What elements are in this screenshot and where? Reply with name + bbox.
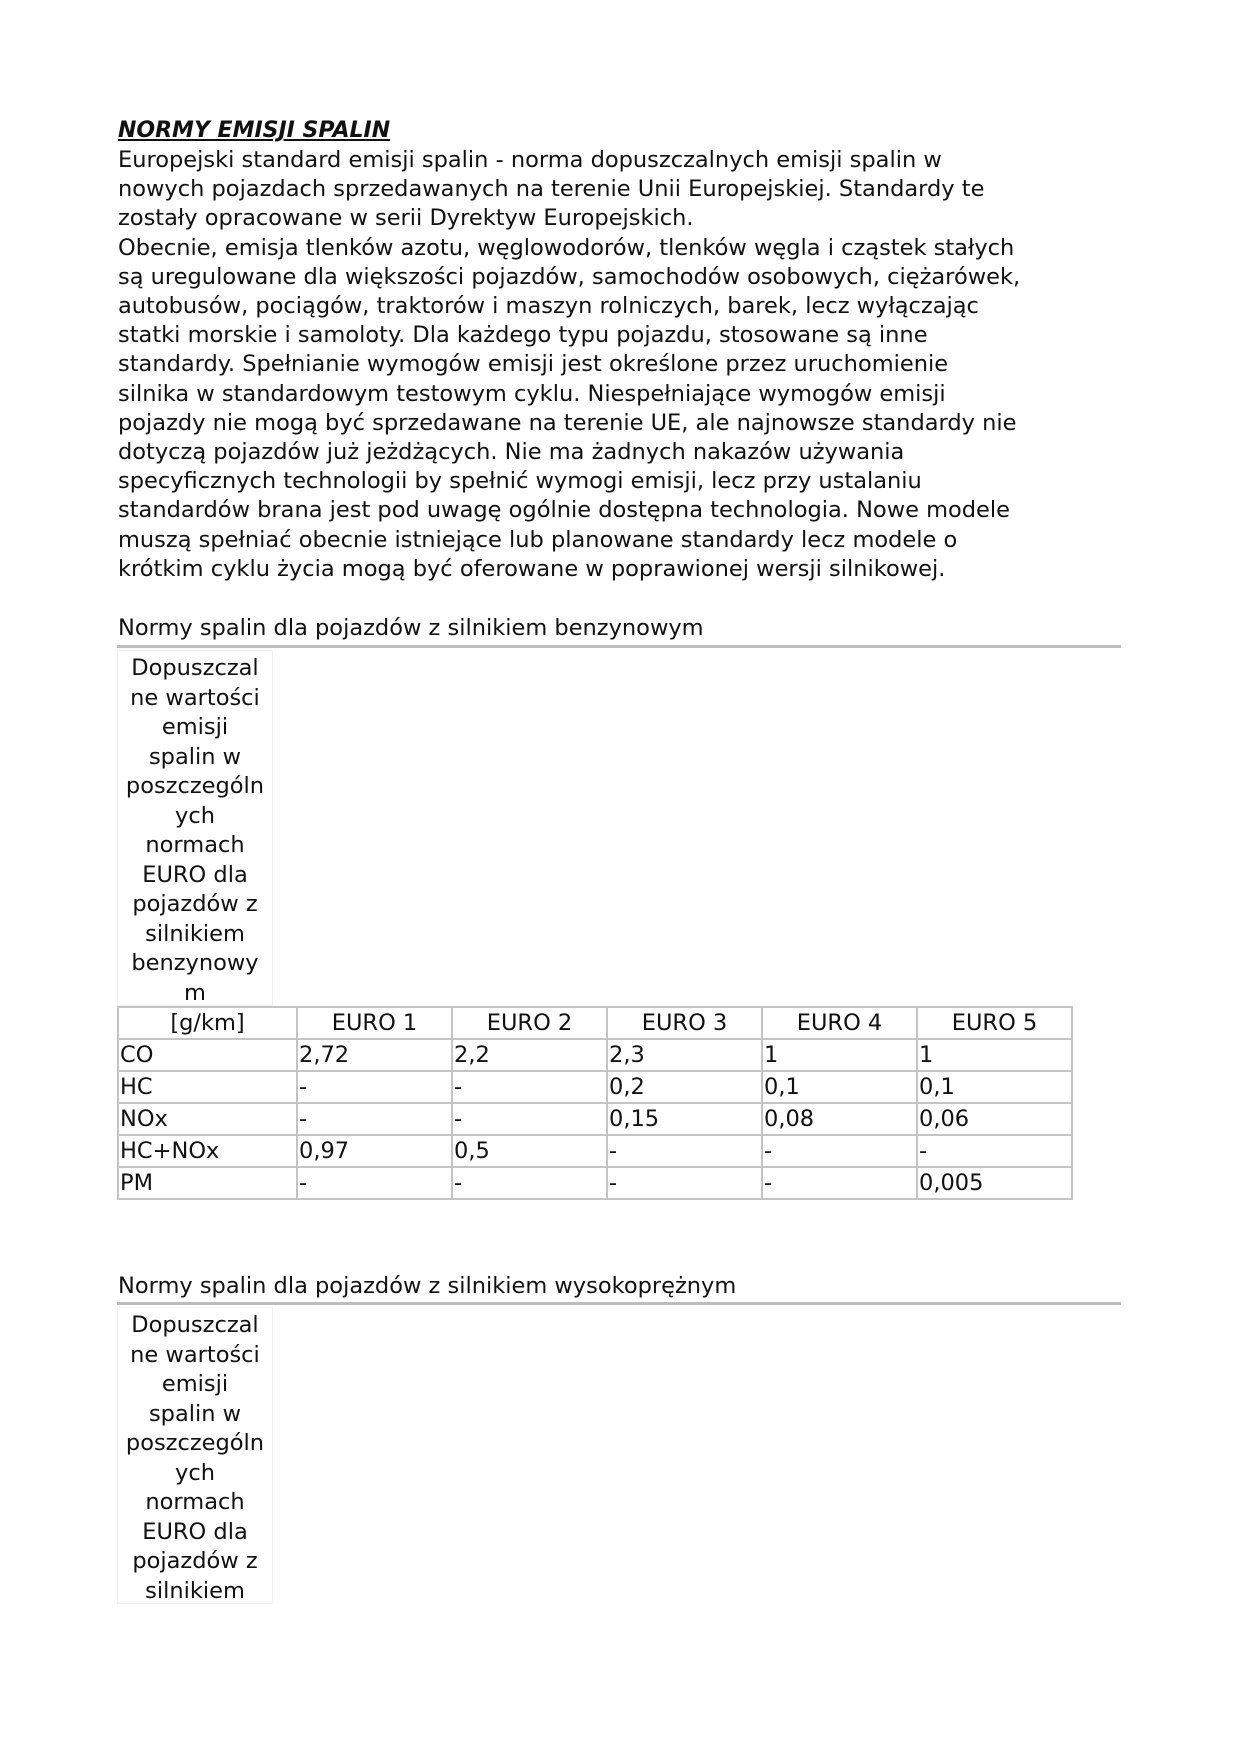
table-cell: 1 [917, 1039, 1072, 1071]
row-label: HC+NOx [118, 1135, 297, 1167]
column-header: EURO 1 [297, 1007, 452, 1039]
diesel-table-caption: Normy spalin dla pojazdów z silnikiem wysokoprężnym [118, 1273, 737, 1299]
table-cell: 0,1 [762, 1071, 917, 1103]
intro-line: specyficznych technologii by spełnić wymogi emisji, lecz przy ustalaniu [118, 468, 922, 495]
intro-line: pojazdy nie mogą być sprzedawane na terenie UE, ale najnowsze standardy nie [118, 409, 1017, 436]
cell-text-line: normach [145, 832, 245, 858]
cell-text-line: pojazdów z [132, 891, 258, 917]
cell-text-line: EURO dla [142, 861, 248, 888]
column-header: EURO 4 [762, 1007, 917, 1039]
cell-text-line: spalin w [148, 1400, 242, 1427]
table-cell: 2,72 [297, 1039, 452, 1071]
table-cell: - [762, 1167, 917, 1199]
table-cell: 0,08 [762, 1103, 917, 1135]
intro-paragraph [118, 146, 1020, 584]
table-cell: - [762, 1135, 917, 1167]
intro-line: standardów brana jest pod uwagę ogólnie dostępna technologia. Nowe modele [118, 497, 1010, 524]
cell-text-line: silnikiem [145, 1577, 245, 1604]
table-cell: 1 [762, 1039, 917, 1071]
intro-line: są uregulowane dla większości pojazdów, samochodów osobowych, ciężarówek, [118, 263, 1021, 290]
table-cell: 0,1 [917, 1071, 1072, 1103]
row-label: PM [118, 1167, 297, 1199]
row-label: HC [118, 1071, 297, 1103]
intro-line: Obecnie, emisja tlenków azotu, węglowodorów, tlenków węgla i cząstek stałych [118, 234, 1015, 261]
table-cell: - [607, 1135, 762, 1167]
column-header: [g/km] [118, 1007, 297, 1039]
row-label: CO [118, 1039, 297, 1071]
intro-line: statki morskie i samoloty. Dla każdego typu pojazdu, stosowane są inne [118, 322, 928, 349]
cell-text-line: ych [175, 802, 215, 829]
table-cell: - [452, 1103, 607, 1135]
cell-text-line: benzynowy [131, 950, 259, 976]
diesel-description-cell [117, 1307, 273, 1604]
cell-text-line: Dopuszczal [131, 1312, 259, 1338]
intro-line: zostały opracowane w serii Dyrektyw Europejskich. [118, 205, 694, 232]
table-cell: 2,3 [607, 1039, 762, 1071]
table-row [118, 1103, 1072, 1135]
table-row [118, 1167, 1072, 1199]
intro-line: autobusów, pociągów, traktorów i maszyn rolniczych, barek, lecz wyłączając [118, 293, 979, 320]
table-row [118, 1135, 1072, 1167]
intro-line: nowych pojazdach sprzedawanych na terenie Unii Europejskiej. Standardy te [118, 176, 985, 203]
table-cell: 2,2 [452, 1039, 607, 1071]
cell-text-line: poszczególn [125, 773, 265, 799]
table-cell: - [607, 1167, 762, 1199]
cell-text-line: poszczególn [125, 1430, 265, 1456]
column-header: EURO 2 [452, 1007, 607, 1039]
cell-text-line: spalin w [148, 743, 242, 770]
cell-text-line: ych [175, 1459, 215, 1486]
table-cell: - [452, 1167, 607, 1199]
cell-text-line: emisji [161, 714, 229, 740]
intro-line: muszą spełniać obecnie istniejące lub planowane standardy lecz modele o [118, 526, 958, 553]
cell-text-line: silnikiem [145, 920, 245, 947]
table-cell: - [297, 1167, 452, 1199]
petrol-description-cell [117, 650, 273, 1006]
cell-text-line: pojazdów z [132, 1548, 258, 1574]
intro-line: standardy. Spełnianie wymogów emisji jest określone przez uruchomienie [118, 351, 949, 378]
cell-text-line: emisji [161, 1371, 229, 1397]
cell-text-line: m [184, 979, 206, 1006]
table-cell: - [297, 1103, 452, 1135]
intro-line: Europejski standard emisji spalin - norma dopuszczalnych emisji spalin w [118, 147, 942, 173]
petrol-table-caption: Normy spalin dla pojazdów z silnikiem benzynowym [118, 615, 704, 641]
cell-text-line: normach [145, 1489, 245, 1515]
page-title: NORMY EMISJI SPALIN [118, 118, 391, 143]
table-cell: 0,005 [917, 1167, 1072, 1199]
cell-text-line: EURO dla [142, 1518, 248, 1545]
cell-text-line: ne wartości [130, 1341, 260, 1368]
table-cell: 0,97 [297, 1135, 452, 1167]
column-header: EURO 5 [917, 1007, 1072, 1039]
intro-line: silnika w standardowym testowym cyklu. Niespełniające wymogów emisji [118, 380, 946, 407]
table-row [118, 1071, 1072, 1103]
table-row [118, 1039, 1072, 1071]
table-cell: 0,15 [607, 1103, 762, 1135]
table-cell: 0,06 [917, 1103, 1072, 1135]
table-cell: - [917, 1135, 1072, 1167]
caption-divider [117, 1302, 1121, 1305]
cell-text-line: ne wartości [130, 684, 260, 711]
table-header-row [118, 1007, 1072, 1039]
cell-text-line: Dopuszczal [131, 655, 259, 681]
petrol-emission-table [117, 1006, 1073, 1200]
table-cell: 0,5 [452, 1135, 607, 1167]
column-header: EURO 3 [607, 1007, 762, 1039]
table-cell: - [297, 1071, 452, 1103]
intro-line: krótkim cyklu życia mogą być oferowane w poprawionej wersji silnikowej. [118, 555, 946, 582]
row-label: NOx [118, 1103, 297, 1135]
intro-line: dotyczą pojazdów już jeżdżących. Nie ma żadnych nakazów używania [118, 439, 905, 466]
table-cell: - [452, 1071, 607, 1103]
table-cell: 0,2 [607, 1071, 762, 1103]
caption-divider [117, 645, 1121, 648]
